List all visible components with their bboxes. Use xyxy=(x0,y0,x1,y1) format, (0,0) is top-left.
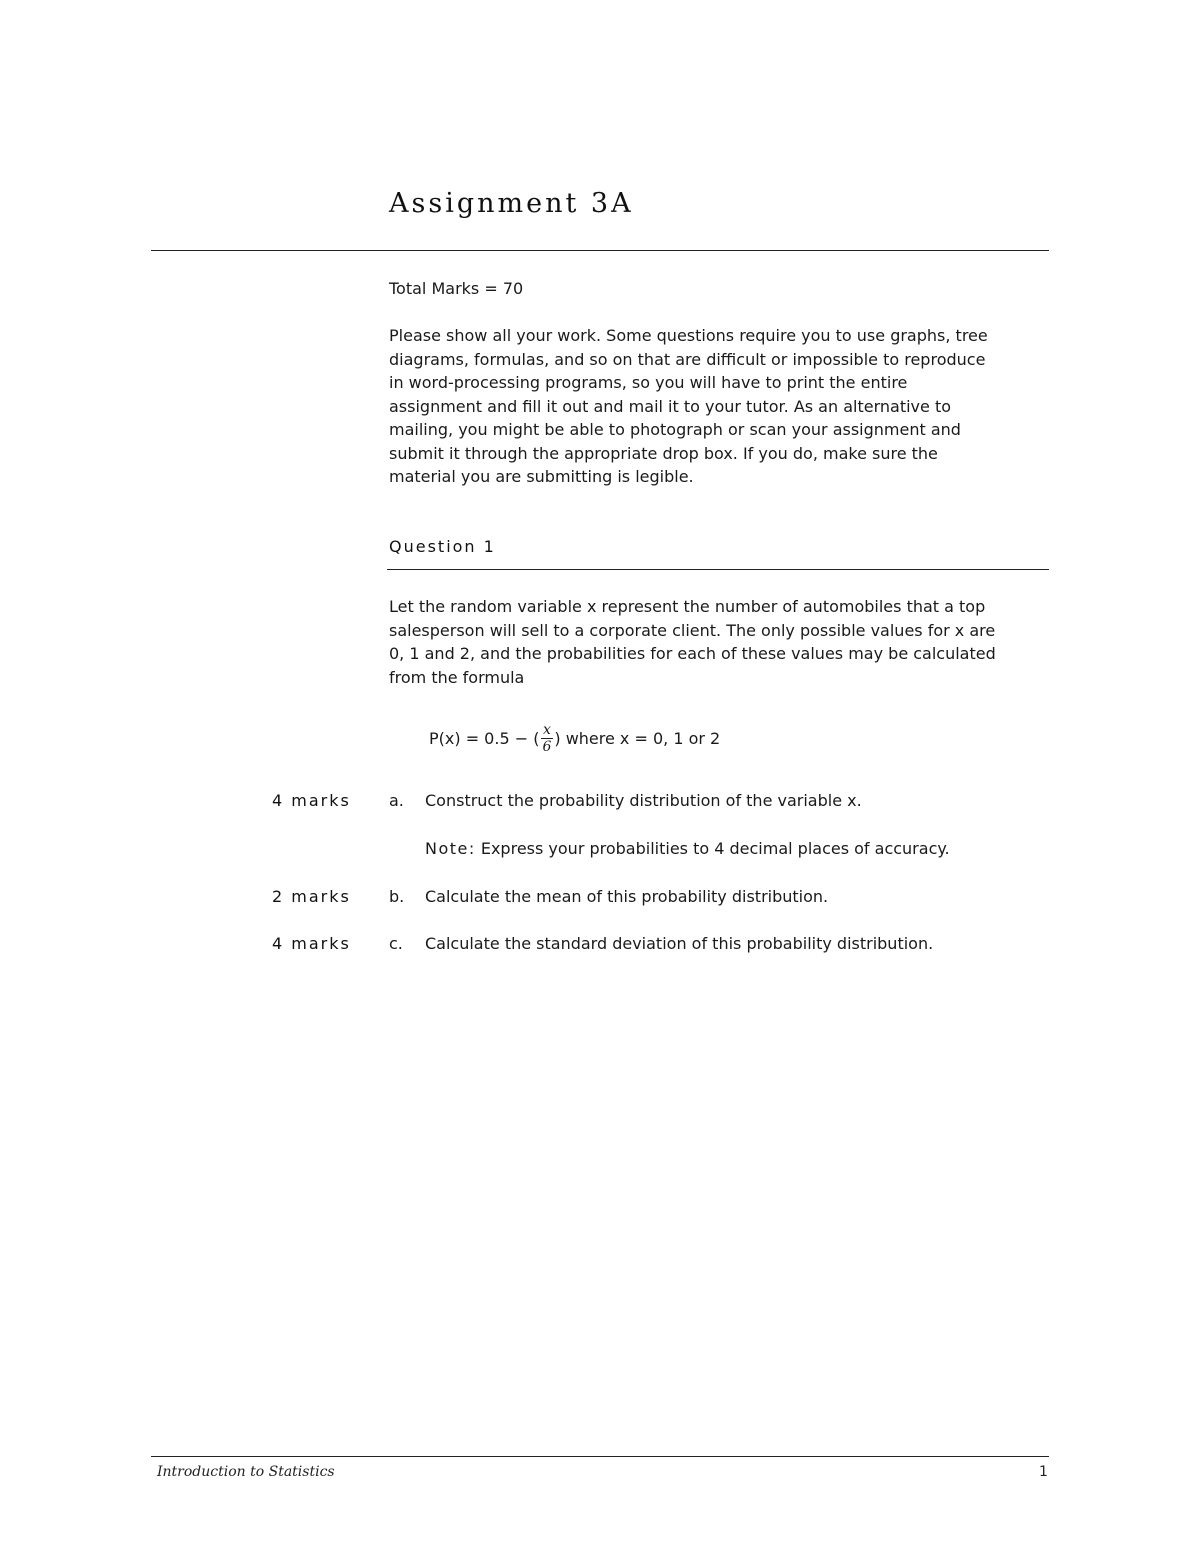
page-title: Assignment 3A xyxy=(389,188,634,219)
intro-line: 0, 1 and 2, and the probabilities for each of these values may be calculated xyxy=(389,644,996,663)
part-b-marks: 2 marks xyxy=(272,887,351,906)
intro-line: salesperson will sell to a corporate client. The only possible values for x are xyxy=(389,620,996,640)
part-a-letter: a. xyxy=(389,791,404,810)
instructions-line: diagrams, formulas, and so on that are difficult or impossible to reproduce xyxy=(389,349,986,369)
title-divider xyxy=(151,250,1049,251)
intro-line: Let the random variable x represent the number of automobiles that a top xyxy=(389,597,986,616)
part-b-letter: b. xyxy=(389,887,405,906)
question-heading: Question 1 xyxy=(389,537,496,556)
instructions-line: mailing, you might be able to photograph or scan your assignment and xyxy=(389,420,961,439)
instructions-line: Please show all your work. Some questions require you to use graphs, tree xyxy=(389,326,988,345)
part-c-marks: 4 marks xyxy=(272,934,351,953)
question-intro xyxy=(389,595,1049,689)
instructions-line: assignment and fill it out and mail it to your tutor. As an alternative to xyxy=(389,396,951,416)
formula-lhs: P(x) = 0.5 − ( xyxy=(429,728,540,748)
footer-divider xyxy=(151,1456,1049,1457)
formula-rhs: ) where x = 0, 1 or 2 xyxy=(554,728,721,748)
footer-page-number: 1 xyxy=(1039,1464,1048,1480)
part-a-marks: 4 marks xyxy=(272,791,351,810)
part-a-text: Construct the probability distribution of the variable x. xyxy=(425,791,862,810)
part-c-text: Calculate the standard deviation of this probability distribution. xyxy=(425,934,934,953)
question-divider xyxy=(387,569,1049,570)
instructions-line: material you are submitting is legible. xyxy=(389,467,694,486)
part-c-letter: c. xyxy=(389,934,403,953)
instructions-line: submit it through the appropriate drop box. If you do, make sure the xyxy=(389,443,938,463)
total-marks: Total Marks = 70 xyxy=(389,279,524,298)
footer-course-title: Introduction to Statistics xyxy=(157,1464,335,1480)
intro-line: from the formula xyxy=(389,667,525,687)
probability-formula xyxy=(429,722,720,755)
part-b-text: Calculate the mean of this probability distribution. xyxy=(425,887,829,906)
formula-fraction xyxy=(540,722,553,755)
instructions-paragraph xyxy=(389,324,1049,489)
part-a-note xyxy=(425,839,950,858)
note-label: Note: xyxy=(425,839,476,858)
note-text: Express your probabilities to 4 decimal places of accuracy. xyxy=(475,839,950,858)
formula-denominator: 6 xyxy=(542,739,552,755)
instructions-line: in word-processing programs, so you will have to print the entire xyxy=(389,373,908,392)
formula-numerator: x xyxy=(542,722,551,738)
